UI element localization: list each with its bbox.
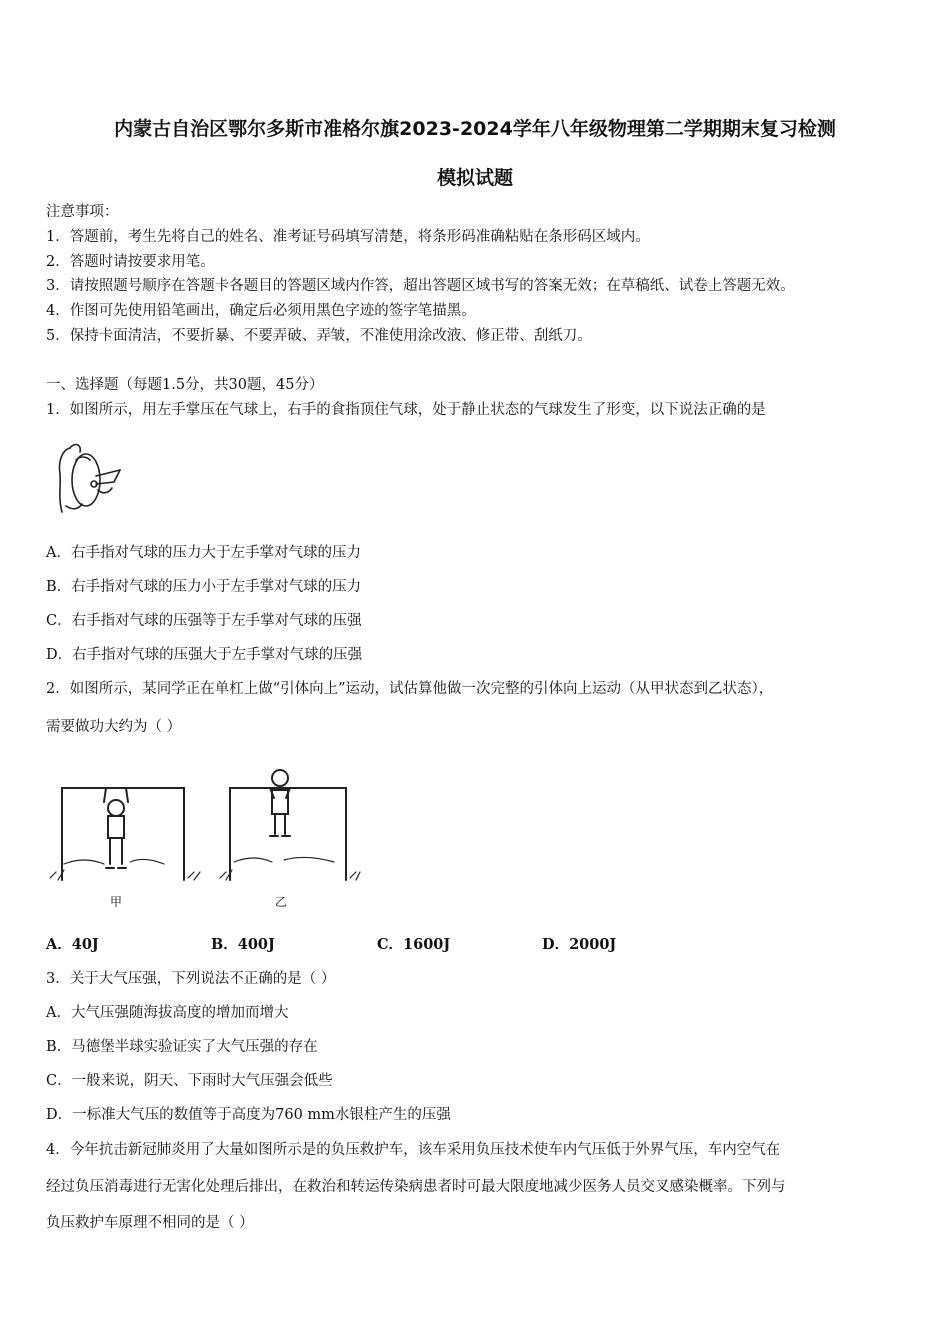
question-4-stem-line1: 4．今年抗击新冠肺炎用了大量如图所示是的负压救护车，该车采用负压技术使车内气压低于外界气压，车内空气在 xyxy=(46,1142,781,1158)
question-2-stem-line1: 2．如图所示，某同学正在单杠上做“引体向上”运动，试估算他做一次完整的引体向上运动（从甲状态到乙状态）， xyxy=(46,681,774,697)
notice-item: 2．答题时请按要求用笔。 xyxy=(46,254,215,270)
notice-item: 1．答题前，考生先将自己的姓名、准考证号码填写清楚，将条形码准确粘贴在条形码区域内。 xyxy=(46,229,650,245)
section-heading: 一、选择题（每题1.5分，共30题，45分） xyxy=(46,377,324,393)
q2-option-c: C．1600J xyxy=(377,936,451,953)
page-title-line2: 模拟试题 xyxy=(436,167,513,189)
q3-option-c: C．一般来说，阴天、下雨时大气压强会低些 xyxy=(46,1073,333,1089)
q2-option-d: D．2000J xyxy=(542,936,617,953)
figure-label-jia: 甲 xyxy=(110,895,123,909)
q2-option-b: B．400J xyxy=(211,936,275,953)
question-4-stem-line3: 负压救护车原理不相同的是（ ） xyxy=(46,1215,254,1231)
q1-option-d: D．右手指对气球的压强大于左手掌对气球的压强 xyxy=(46,647,363,663)
page-title-line1: 内蒙古自治区鄂尔多斯市准格尔旗2023-2024学年八年级物理第二学期期末复习检测 xyxy=(114,118,836,140)
balloon-hand-figure xyxy=(52,440,132,520)
q1-option-b: B．右手指对气球的压力小于左手掌对气球的压力 xyxy=(46,579,362,595)
figure-label-yi: 乙 xyxy=(275,895,288,909)
notice-heading: 注意事项： xyxy=(46,204,119,220)
q1-option-a: A．右手指对气球的压力大于左手掌对气球的压力 xyxy=(46,545,361,561)
notice-item: 3．请按照题号顺序在答题卡各题目的答题区域内作答，超出答题区域书写的答案无效；在草稿纸、试卷上答题无效。 xyxy=(46,278,795,294)
q3-option-d: D．一标准大气压的数值等于高度为760 mm水银柱产生的压强 xyxy=(46,1107,451,1123)
question-3-stem: 3．关于大气压强，下列说法不正确的是（ ） xyxy=(46,971,336,987)
q3-option-a: A．大气压强随海拔高度的增加而增大 xyxy=(46,1005,289,1021)
q2-option-a: A．40J xyxy=(46,936,99,953)
question-2-stem-line2: 需要做功大约为（ ） xyxy=(46,719,182,735)
pullup-figure xyxy=(44,768,364,888)
notice-item: 5．保持卡面清洁，不要折暴、不要弄破、弄皱，不准使用涂改液、修正带、刮纸刀。 xyxy=(46,328,592,344)
notice-item: 4．作图可先使用铅笔画出，确定后必须用黑色字迹的签字笔描黑。 xyxy=(46,303,476,319)
question-1-stem: 1．如图所示，用左手掌压在气球上，右手的食指顶住气球，处于静止状态的气球发生了形变，以下说法正确的是 xyxy=(46,402,766,418)
q1-option-c: C．右手指对气球的压强等于左手掌对气球的压强 xyxy=(46,613,362,629)
question-4-stem-line2: 经过负压消毒进行无害化处理后排出，在救治和转运传染病患者时可最大限度地减少医务人员交叉感染概率。下列与 xyxy=(46,1179,786,1195)
q3-option-b: B．马德堡半球实验证实了大气压强的存在 xyxy=(46,1039,318,1055)
